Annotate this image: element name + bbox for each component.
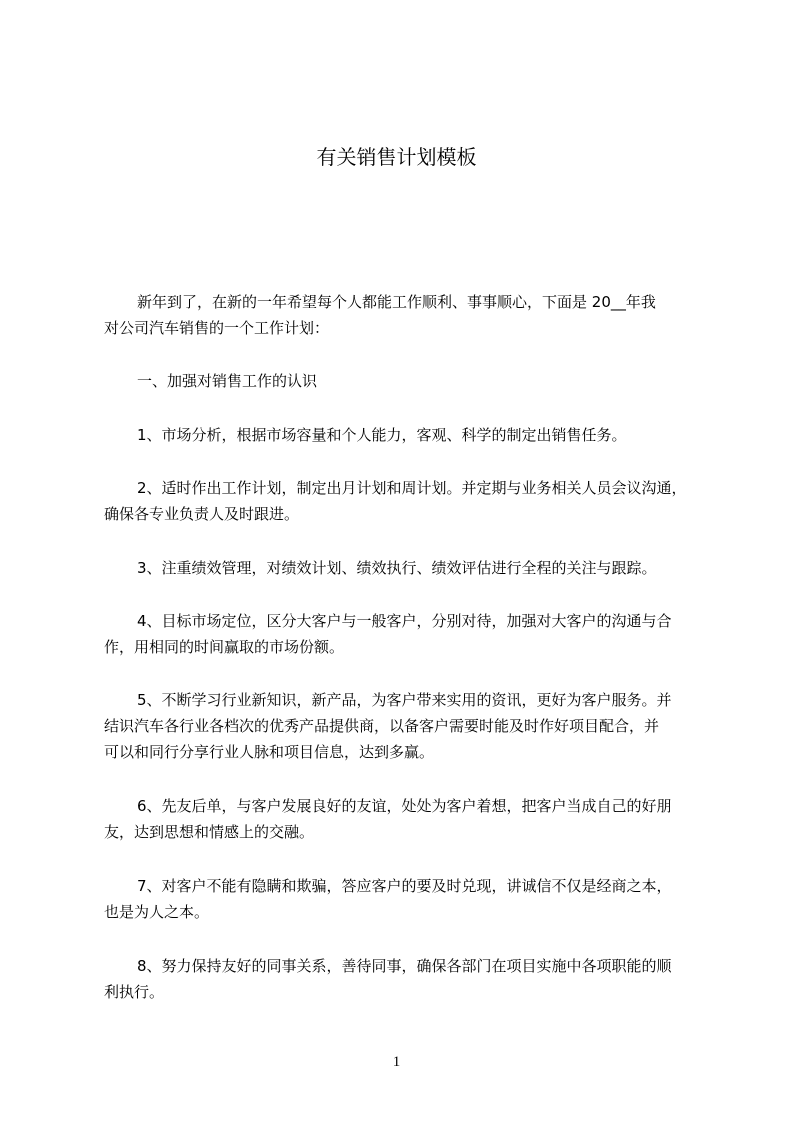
paragraph-line: 作，用相同的时间赢取的市场份额。 — [104, 638, 345, 656]
paragraph-line: 可以和同行分享行业人脉和项目信息，达到多赢。 — [104, 743, 435, 761]
paragraph-3 — [104, 422, 714, 448]
paragraph-line: 2、适时作出工作计划，制定出月计划和周计划。并定期与业务相关人员会议沟通， — [137, 479, 687, 497]
paragraph-line: 7、对客户不能有隐瞒和欺骗，答应客户的要及时兑现，讲诚信不仅是经商之本， — [137, 877, 672, 895]
paragraph-line: 利执行。 — [104, 983, 165, 1001]
page-number: 1 — [392, 1054, 401, 1070]
paragraph-line: 一、加强对销售工作的认识 — [137, 372, 318, 390]
paragraph-line: 6、先友后单，与客户发展良好的友谊，处处为客户着想，把客户当成自己的好朋 — [137, 797, 672, 815]
paragraph-line: 4、目标市场定位，区分大客户与一般客户，分别对待，加强对大客户的沟通与合 — [137, 612, 672, 630]
paragraph-4 — [104, 475, 714, 527]
paragraph-line: 友，达到思想和情感上的交融。 — [104, 823, 315, 841]
paragraph-line: 对公司汽车销售的一个工作计划： — [104, 319, 330, 337]
paragraph-9 — [104, 873, 714, 925]
paragraph-line: 8、努力保持友好的同事关系，善待同事，确保各部门在项目实施中各项职能的顺 — [137, 957, 672, 975]
paragraph-10 — [104, 953, 714, 1005]
paragraph-1 — [104, 289, 714, 341]
paragraph-7 — [104, 687, 714, 765]
paragraph-line: 新年到了，在新的一年希望每个人都能工作顺利、事事顺心，下面是 20__年我 — [137, 293, 656, 311]
paragraph-line: 5、不断学习行业新知识，新产品，为客户带来实用的资讯，更好为客户服务。并 — [137, 691, 672, 709]
paragraph-8 — [104, 793, 714, 845]
paragraph-5 — [104, 555, 714, 581]
document-title: 有关销售计划模板 — [316, 145, 477, 169]
paragraph-line: 1、市场分析，根据市场容量和个人能力，客观、科学的制定出销售任务。 — [137, 426, 627, 444]
paragraph-6 — [104, 608, 714, 660]
paragraph-line: 结识汽车各行业各档次的优秀产品提供商，以备客户需要时能及时作好项目配合，并 — [104, 717, 660, 735]
paragraph-2 — [104, 368, 714, 394]
paragraph-line: 确保各专业负责人及时跟进。 — [104, 505, 300, 523]
paragraph-line: 3、注重绩效管理，对绩效计划、绩效执行、绩效评估进行全程的关注与跟踪。 — [137, 559, 657, 577]
paragraph-line: 也是为人之本。 — [104, 903, 210, 921]
